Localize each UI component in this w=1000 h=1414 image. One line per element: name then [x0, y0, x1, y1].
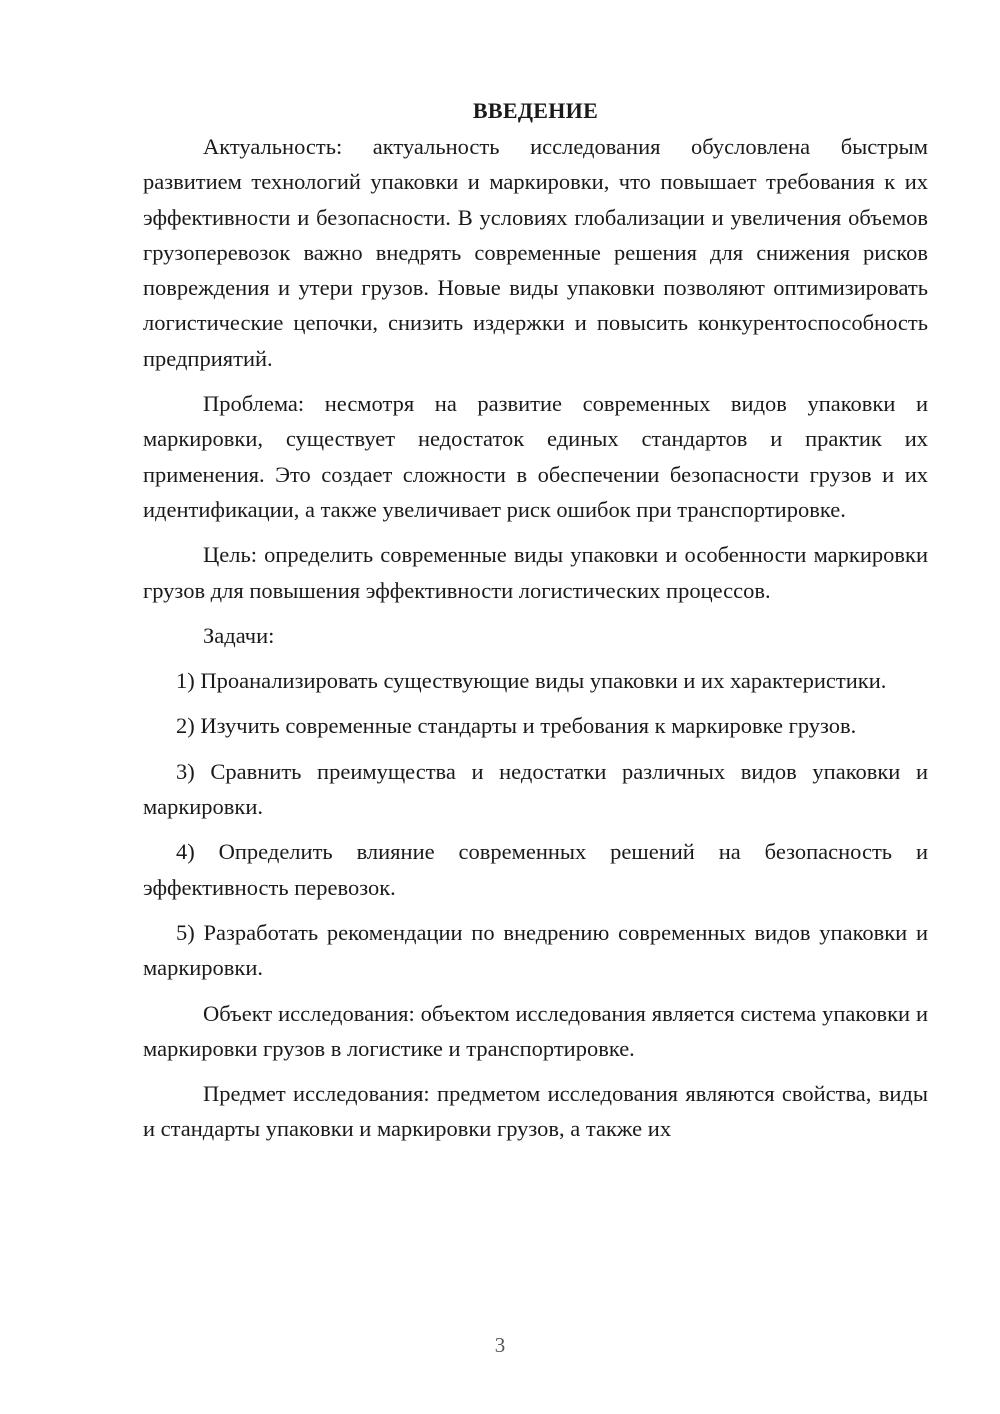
paragraph-goal: Цель: определить современные виды упаковки и особенности маркировки грузов для повышения эффективности логистических процессов. [143, 542, 928, 603]
paragraph-object: Объект исследования: объектом исследования является система упаковки и маркировки грузов в логистике и транспортировке. [143, 1000, 928, 1061]
task-item-1: 1) Проанализировать существующие виды упаковки и их характеристики. [176, 668, 887, 694]
task-item-5: 5) Разработать рекомендации по внедрению современных видов упаковки и маркировки. [143, 919, 928, 981]
document-page [143, 95, 928, 1157]
section-title: ВВЕДЕНИЕ [472, 98, 599, 123]
page-number: 3 [494, 1333, 506, 1357]
task-item-3: 3) Сравнить преимущества и недостатки различных видов упаковки и маркировки. [143, 758, 928, 820]
task-item-4: 4) Определить влияние современных решений на безопасность и эффективность перевозок. [143, 839, 928, 900]
paragraph-subject: Предмет исследования: предметом исследования являются свойства, виды и стандарты упаковки и маркировки грузов, а также их [143, 1081, 928, 1142]
paragraph-tasks-heading: Задачи: [203, 622, 275, 648]
paragraph-problem: Проблема: несмотря на развитие современных видов упаковки и маркировки, существует недостаток единых стандартов и практик их применения. Это создает сложности в обеспечении безопасности грузов и их идентификации, а также увеличивает риск ошибок при транспортировке. [143, 391, 928, 522]
task-item-2: 2) Изучить современные стандарты и требования к маркировке грузов. [176, 713, 857, 739]
paragraph-relevance: Актуальность: актуальность исследования обусловлена быстрым развитием технологий упаковки и маркировки, что повышает требования к их эффективности и безопасности. В условиях глобализации и увеличения объемов грузоперевозок важно внедрять современные решения для снижения рисков повреждения и утери грузов. Новые виды упаковки позволяют оптимизировать логистические цепочки, снизить издержки и повысить конкурентоспособность предприятий. [143, 134, 928, 371]
